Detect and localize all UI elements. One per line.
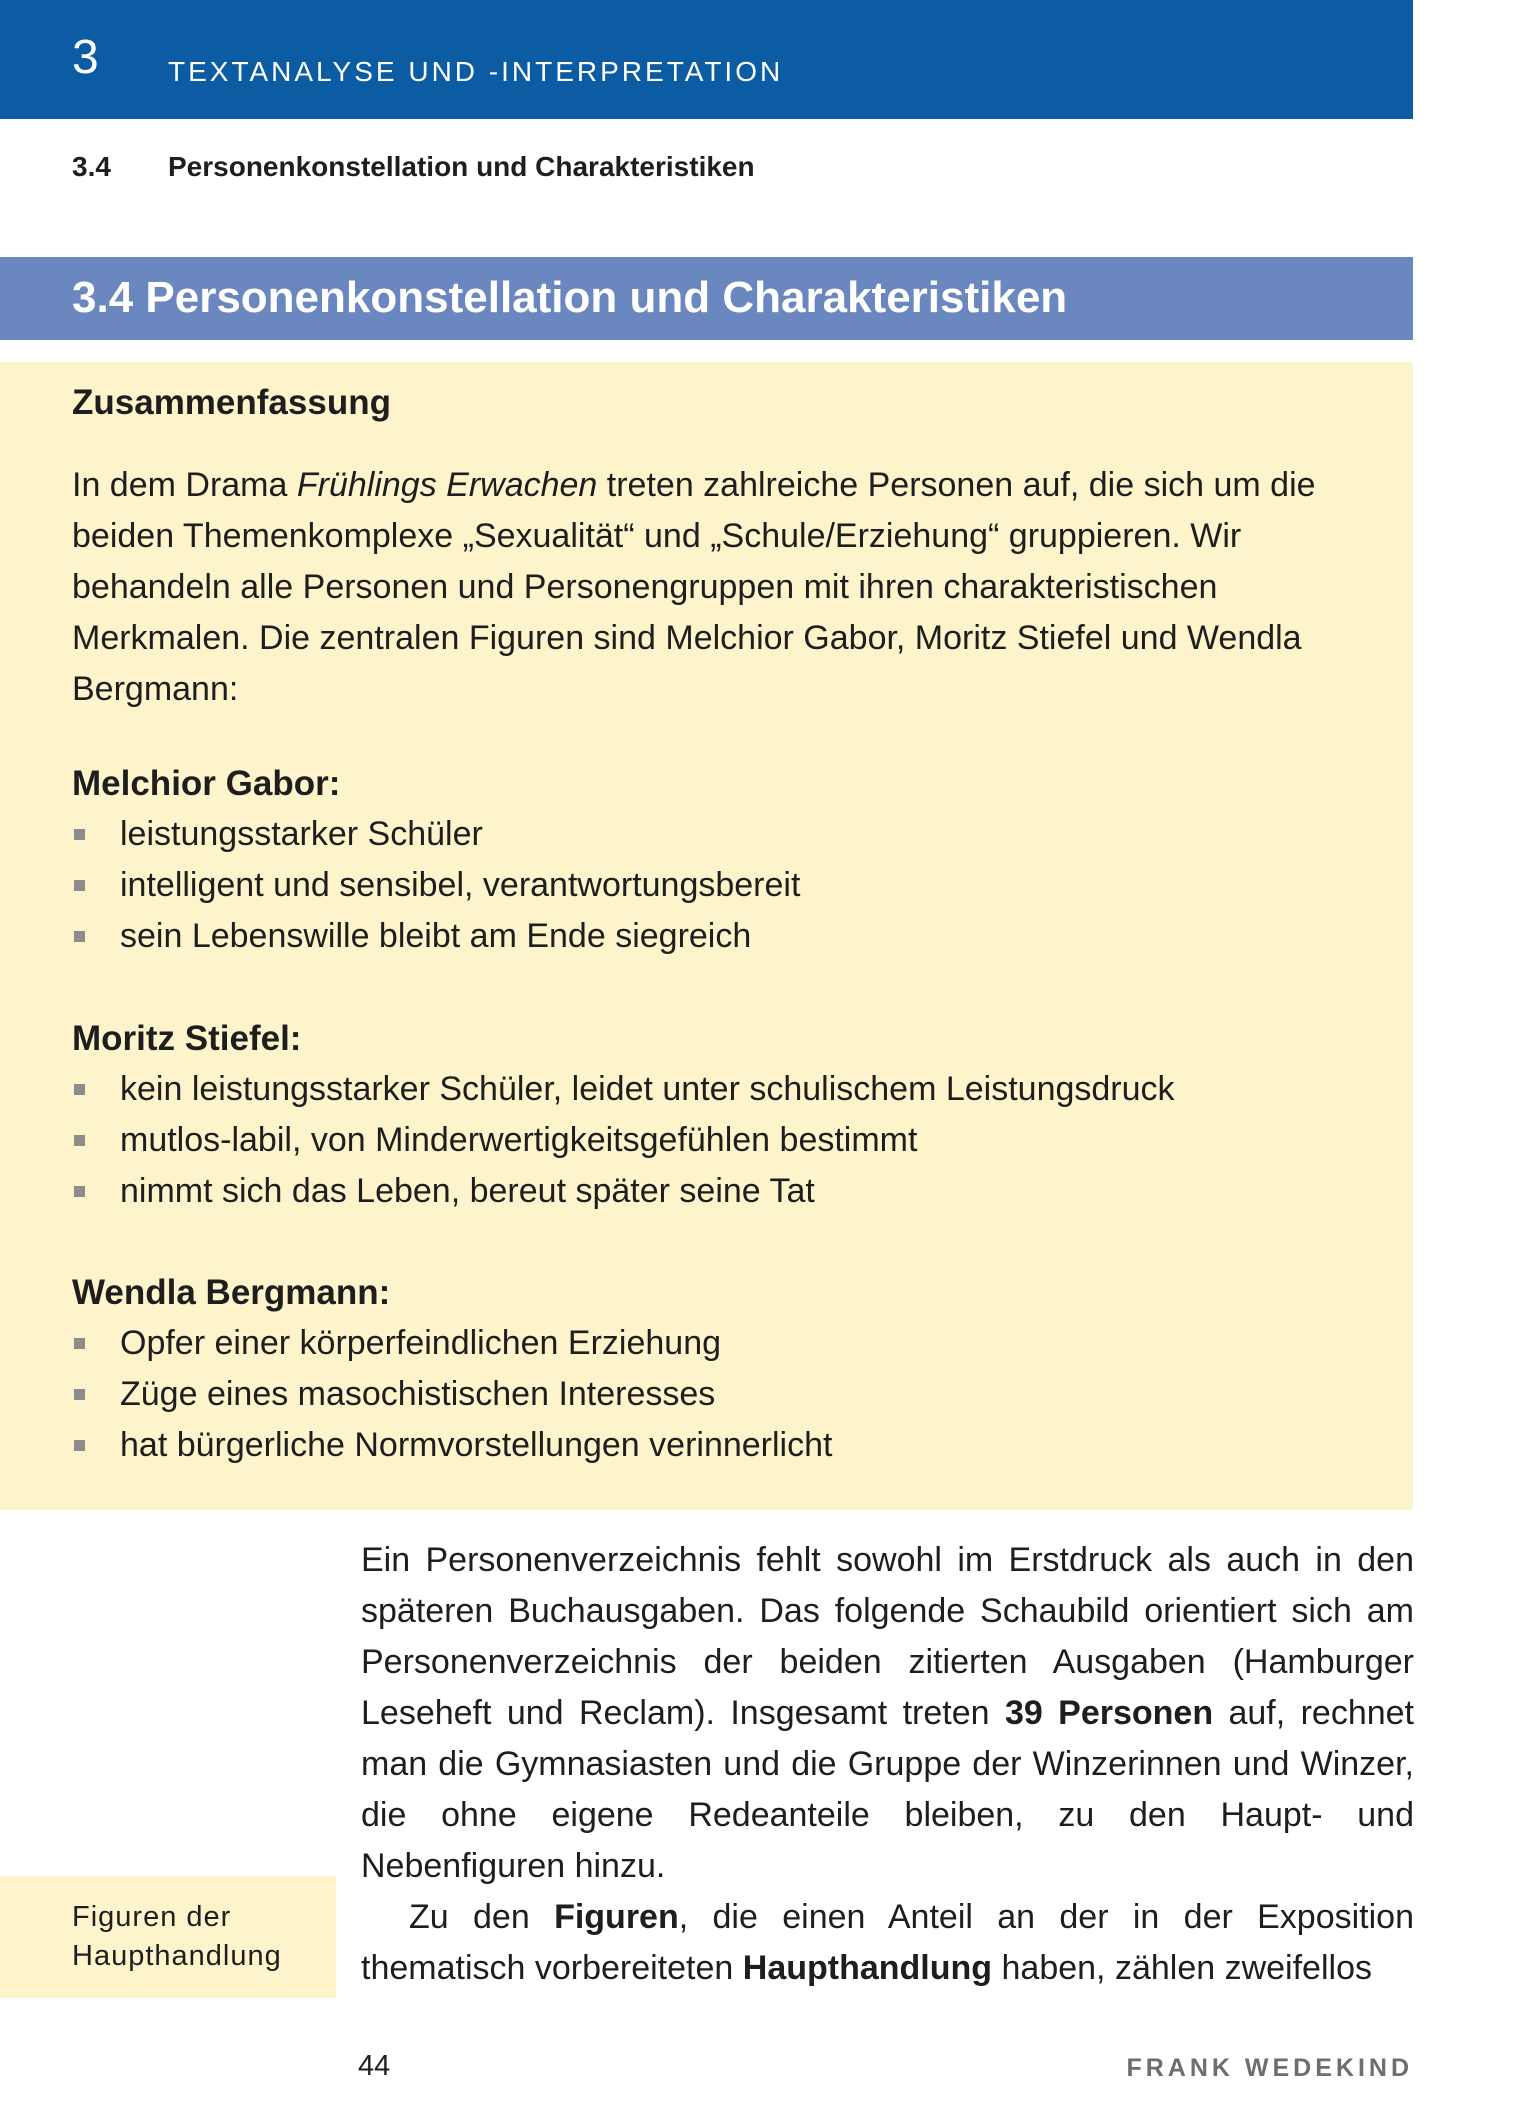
emphasis-main-plot: Haupthandlung	[742, 1949, 993, 1987]
chapter-number: 3	[72, 31, 99, 84]
trait-text: hat bürgerliche Normvorstellungen verinnerlicht	[120, 1426, 833, 1464]
intro-text-start: In dem Drama	[72, 466, 297, 504]
body-paragraph	[361, 1892, 1414, 1994]
drama-title: Frühlings Erwachen	[296, 466, 598, 504]
trait-text: kein leistungsstarker Schüler, leidet unter schulischem Leistungsdruck	[120, 1070, 1175, 1108]
chapter-title: TEXTANALYSE UND -INTERPRETATION	[168, 56, 784, 87]
margin-note	[0, 1876, 336, 1998]
character-block-moritz	[72, 1013, 1372, 1217]
intro-text-rest: treten zahlreiche Personen auf, die sich um die beiden Themenkomplexe „Sexualität“ und „Schule/Erziehung“ gruppieren. Wir behandeln alle Personen und Personengruppen mit ihren charakteristischen Merkmalen. Die zentralen Figuren sind Melchior Gabor, Moritz Stiefel und Wendla Bergmann:	[72, 466, 1316, 708]
author-footer: FRANK WEDEKIND	[1126, 2054, 1413, 2082]
paragraph-text: Zu den	[409, 1898, 555, 1936]
trait-item	[72, 1420, 1372, 1471]
trait-item	[72, 1166, 1372, 1217]
section-heading: 3.4 Personenkonstellation und Charakteristiken	[72, 273, 1068, 322]
trait-item	[72, 1369, 1372, 1420]
margin-note-line: Haupthandlung	[72, 1940, 282, 1972]
square-bullet-icon	[74, 1338, 85, 1349]
paragraph-text: , die einen Anteil an der in der Exposition thematisch vorbereiteten	[361, 1898, 1414, 1987]
character-name: Melchior Gabor:	[72, 764, 341, 803]
character-block-melchior	[72, 758, 1372, 962]
section-heading-band	[0, 257, 1413, 340]
trait-text: nimmt sich das Leben, bereut später seine Tat	[120, 1172, 815, 1210]
emphasis-persons: 39 Personen	[1004, 1694, 1214, 1732]
square-bullet-icon	[74, 1389, 85, 1400]
paragraph-text: haben, zählen zweifellos	[992, 1949, 1372, 1987]
trait-text: Züge eines masochistischen Interesses	[120, 1375, 716, 1413]
square-bullet-icon	[74, 1186, 85, 1197]
paragraph-text: Ein Personenverzeichnis fehlt sowohl im Erstdruck als auch in den späteren Buchausgaben. Das folgende Schaubild orientiert sich am Personenverzeichnis der beiden zitierten Ausgaben (Hamburger Leseheft und Reclam). Insgesamt treten	[361, 1541, 1414, 1732]
trait-text: sein Lebenswille bleibt am Ende siegreich	[120, 917, 752, 955]
running-head-title: Personenkonstellation und Charakteristiken	[168, 151, 755, 182]
trait-list	[72, 1318, 1372, 1471]
character-name: Wendla Bergmann:	[72, 1273, 391, 1312]
square-bullet-icon	[74, 880, 85, 891]
trait-list	[72, 1064, 1372, 1217]
paragraph-text: auf, rechnet man die Gymnasiasten und die Gruppe der Winzerinnen und Winzer, die ohne eigene Redeanteile bleiben, zu den Haupt- und Nebenfiguren hinzu.	[361, 1694, 1414, 1885]
trait-item	[72, 1064, 1372, 1115]
square-bullet-icon	[74, 1135, 85, 1146]
emphasis-figures: Figuren	[554, 1898, 679, 1936]
trait-text: intelligent und sensibel, verantwortungsbereit	[120, 866, 801, 904]
trait-item	[72, 1115, 1372, 1166]
character-name: Moritz Stiefel:	[72, 1019, 302, 1058]
trait-text: leistungsstarker Schüler	[120, 815, 483, 853]
running-head-number: 3.4	[72, 151, 111, 182]
character-block-wendla	[72, 1267, 1372, 1471]
trait-item	[72, 911, 1372, 962]
trait-item	[72, 809, 1372, 860]
summary-intro	[72, 460, 1362, 715]
summary-box	[0, 362, 1413, 1510]
trait-list	[72, 809, 1372, 962]
summary-label: Zusammenfassung	[72, 383, 391, 422]
trait-text: mutlos-labil, von Minderwertigkeitsgefühlen bestimmt	[120, 1121, 918, 1159]
trait-text: Opfer einer körperfeindlichen Erziehung	[120, 1324, 722, 1362]
body-text	[361, 1535, 1414, 1994]
square-bullet-icon	[74, 931, 85, 942]
trait-item	[72, 860, 1372, 911]
body-paragraph	[361, 1535, 1414, 1892]
margin-note-text	[72, 1898, 282, 1976]
square-bullet-icon	[74, 829, 85, 840]
square-bullet-icon	[74, 1440, 85, 1451]
chapter-header-bar	[0, 0, 1413, 119]
trait-item	[72, 1318, 1372, 1369]
margin-note-line: Figuren der	[72, 1901, 232, 1933]
square-bullet-icon	[74, 1084, 85, 1095]
page-number: 44	[358, 2050, 391, 2082]
